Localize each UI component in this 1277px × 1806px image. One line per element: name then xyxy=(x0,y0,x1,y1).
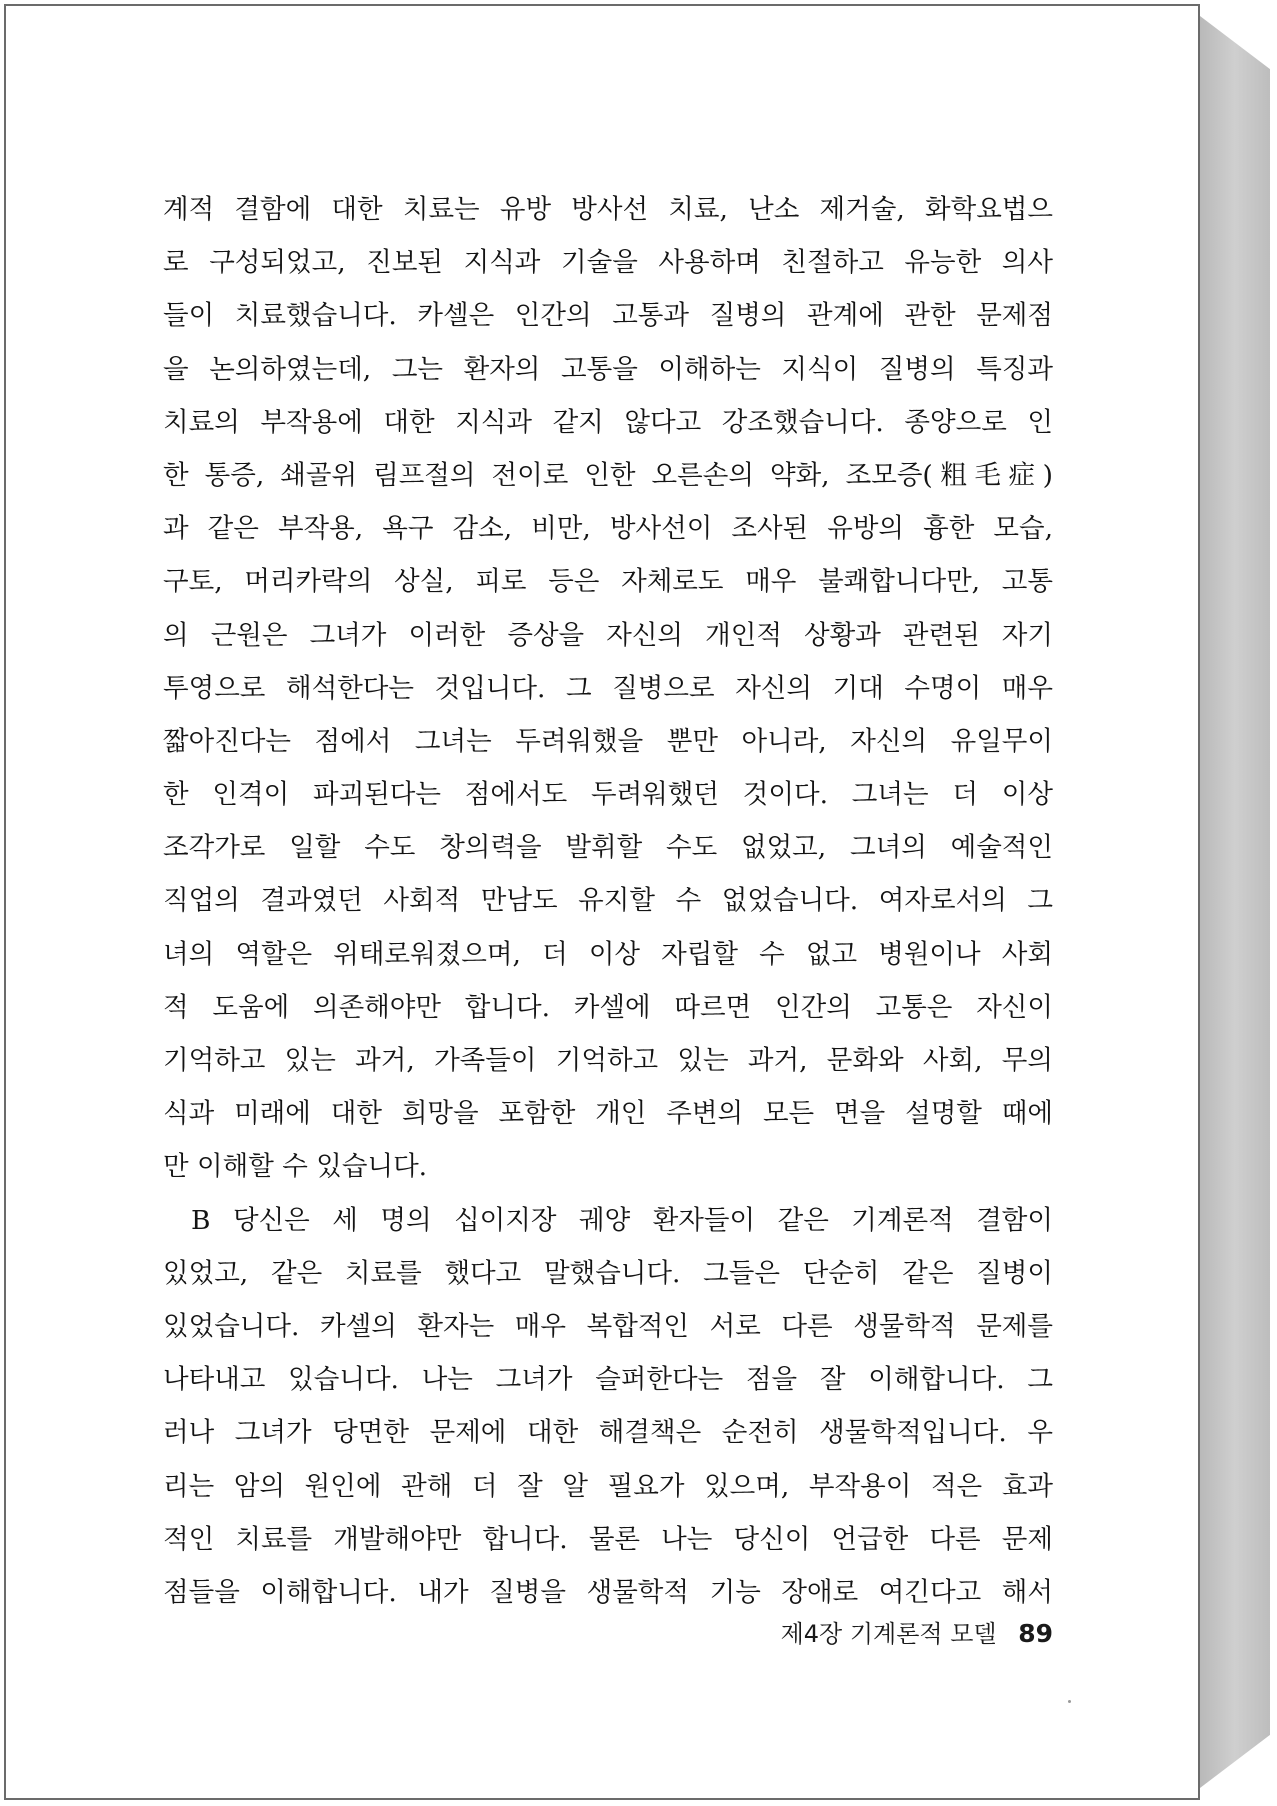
chapter-title: 제4장 기계론적 모델 xyxy=(780,1620,997,1648)
book-spine xyxy=(1200,16,1270,1788)
text-line: 있었고, 같은 치료를 했다고 말했습니다. 그들은 단순히 같은 질병이 xyxy=(163,1257,1053,1289)
running-footer xyxy=(781,1614,1053,1649)
text-line: 기억하고 있는 과거, 가족들이 기억하고 있는 과거, 문화와 사회, 무의 xyxy=(163,1045,1053,1076)
text-line: 만 이해할 수 있습니다. xyxy=(163,1151,428,1183)
text-line: B 당신은 세 명의 십이지장 궤양 환자들이 같은 기계론적 결함이 xyxy=(191,1204,1053,1236)
text-line: 과 같은 부작용, 욕구 감소, 비만, 방사선이 조사된 유방의 흉한 모습, xyxy=(163,513,1053,545)
text-line: 녀의 역할은 위태로워졌으며, 더 이상 자립할 수 없고 병원이나 사회 xyxy=(163,938,1053,970)
text-line: 짧아진다는 점에서 그녀는 두려워했을 뿐만 아니라, 자신의 유일무이 xyxy=(163,725,1053,757)
text-line: 계적 결함에 대한 치료는 유방 방사선 치료, 난소 제거술, 화학요법으 xyxy=(163,194,1053,225)
text-line: 로 구성되었고, 진보된 지식과 기술을 사용하며 친절하고 유능한 의사 xyxy=(163,247,1053,279)
text-line: 러나 그녀가 당면한 문제에 대한 해결책은 순전히 생물학적입니다. 우 xyxy=(163,1417,1053,1449)
body-text xyxy=(163,183,1053,1619)
text-line: 들이 치료했습니다. 카셀은 인간의 고통과 질병의 관계에 관한 문제점 xyxy=(163,300,1053,332)
page-speck xyxy=(1068,1700,1071,1703)
text-line: 식과 미래에 대한 희망을 포함한 개인 주변의 모든 면을 설명할 때에 xyxy=(163,1098,1053,1130)
text-line: 치료의 부작용에 대한 지식과 같지 않다고 강조했습니다. 종양으로 인 xyxy=(163,406,1053,438)
text-line: 있었습니다. 카셀의 환자는 매우 복합적인 서로 다른 생물학적 문제를 xyxy=(163,1310,1053,1342)
text-line: 조각가로 일할 수도 창의력을 발휘할 수도 없었고, 그녀의 예술적인 xyxy=(163,832,1053,864)
text-line: 적 도움에 의존해야만 합니다. 카셀에 따르면 인간의 고통은 자신이 xyxy=(163,991,1053,1023)
page-number: 89 xyxy=(1018,1619,1053,1648)
text-line: 나타내고 있습니다. 나는 그녀가 슬퍼한다는 점을 잘 이해합니다. 그 xyxy=(163,1364,1053,1396)
text-line: 적인 치료를 개발해야만 합니다. 물론 나는 당신이 언급한 다른 문제 xyxy=(163,1523,1053,1555)
text-line: 을 논의하였는데, 그는 환자의 고통을 이해하는 지식이 질병의 특징과 xyxy=(163,353,1053,385)
text-line: 구토, 머리카락의 상실, 피로 등은 자체로도 매우 불쾌합니다만, 고통 xyxy=(163,566,1053,598)
text-line: 의 근원은 그녀가 이러한 증상을 자신의 개인적 상황과 관련된 자기 xyxy=(163,619,1053,651)
text-line: 점들을 이해합니다. 내가 질병을 생물학적 기능 장애로 여긴다고 해서 xyxy=(163,1576,1053,1608)
text-line: 직업의 결과였던 사회적 만남도 유지할 수 없었습니다. 여자로서의 그 xyxy=(163,885,1053,917)
text-line: 한 인격이 파괴된다는 점에서도 두려워했던 것이다. 그녀는 더 이상 xyxy=(163,779,1053,811)
text-line: 투영으로 해석한다는 것입니다. 그 질병으로 자신의 기대 수명이 매우 xyxy=(163,672,1053,704)
text-line: 한 통증, 쇄골위 림프절의 전이로 인한 오른손의 약화, 조모증(粗毛症) xyxy=(163,459,1053,491)
text-line: 리는 암의 원인에 관해 더 잘 알 필요가 있으며, 부작용이 적은 효과 xyxy=(163,1470,1053,1502)
